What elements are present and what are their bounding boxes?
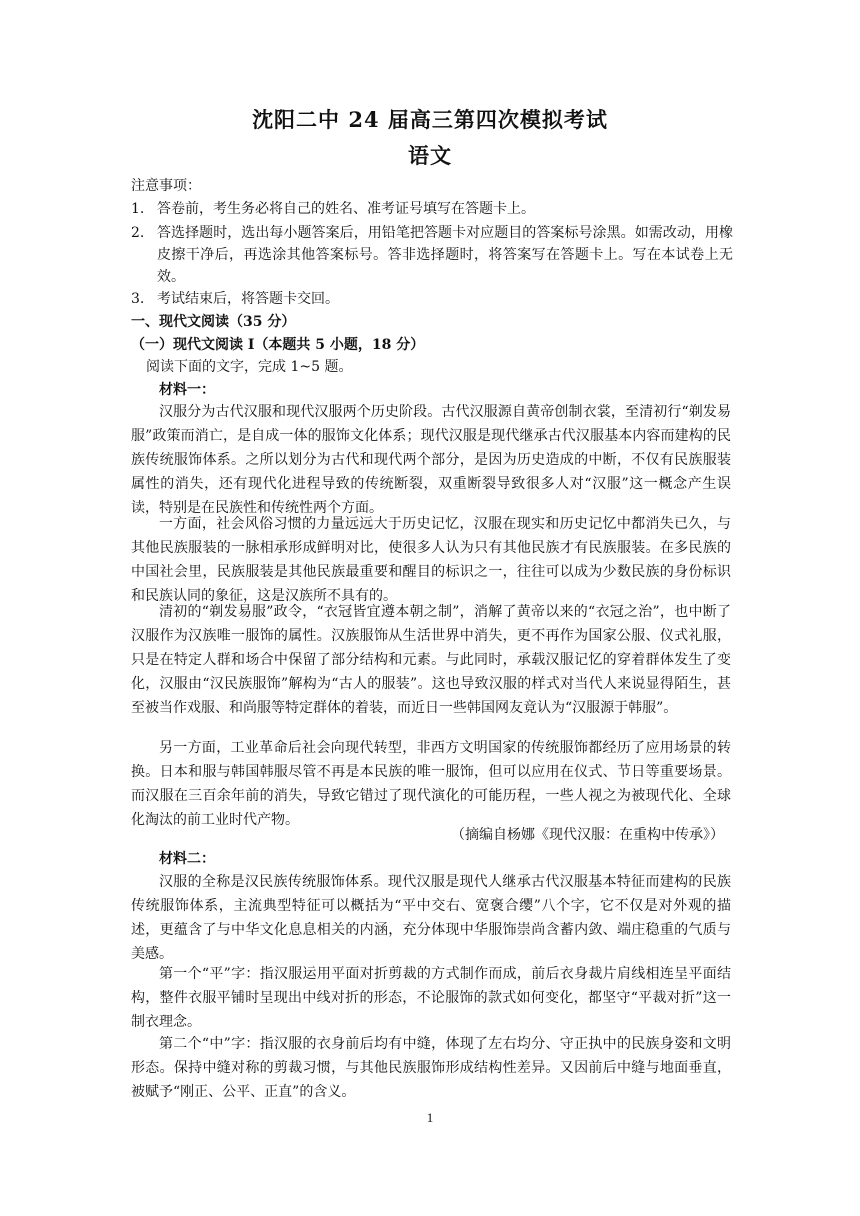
page-number: 1 xyxy=(426,1110,434,1125)
section-heading: 一、现代文阅读（35 分） xyxy=(131,314,296,330)
notice-item xyxy=(131,288,733,310)
notice-heading: 注意事项： xyxy=(131,178,201,194)
material-two-paragraph: 第二个“中”字：指汉服的衣身前后均有中缝，体现了左右均分、守正执中的民族身姿和文明形态。保持中缝对称的剪裁习惯，与其他民族服饰形成结构性差异。又因前后中缝与地面垂直，被赋予“刚正、公平、正直”的含义。 xyxy=(131,1036,731,1100)
notice-item-text: 考试结束后，将答题卡交回。 xyxy=(157,291,339,307)
material-one-heading: 材料一： xyxy=(159,382,215,398)
notice-item-text: 答选择题时，选出每小题答案后，用铅笔把答题卡对应题目的答案标号涂黑。如需改动，用橡皮擦干净后，再选涂其他答案标号。答非选择题时，将答案写在答题卡上。写在本试卷上无效。 xyxy=(157,225,733,285)
subject-title: 语文 xyxy=(408,143,452,168)
section-subheading: （一）现代文阅读 I（本题共 5 小题，18 分） xyxy=(131,337,425,353)
material-one-paragraph: 清初的“剃发易服”政令，“衣冠皆宜遵本朝之制”，消解了黄帝以来的“衣冠之治”，也中断了汉服作为汉族唯一服饰的属性。汉族服饰从生活世界中消失，更不再作为国家公服、仪式礼服，只是在特定人群和场合中保留了部分结构和元素。与此同时，承载汉服记忆的穿着群体发生了变化，汉服由“汉民族服饰”解构为“古人的服装”。这也导致汉服的样式对当代人来说显得陌生，甚至被当作戏服、和尚服等特定群体的着装，而近日一些韩国网友竟认为“汉服源于韩服”。 xyxy=(131,604,731,716)
notice-item xyxy=(131,198,733,220)
notice-item xyxy=(131,222,733,288)
reading-instruction: 阅读下面的文字，完成 1~5 题。 xyxy=(146,359,353,375)
material-two-paragraph: 汉服的全称是汉民族传统服饰体系。现代汉服是现代人继承古代汉服基本特征而建构的民族传统服饰体系，主流典型特征可以概括为“平中交右、宽褒合缨”八个字，它不仅是对外观的描述，更蕴含了与中华文化息息相关的内涵，充分体现中华服饰崇尚含蓄内敛、端庄稳重的气质与美感。 xyxy=(131,874,731,962)
material-one-paragraph: 汉服分为古代汉服和现代汉服两个历史阶段。古代汉服源自黄帝创制衣裳，至清初行“剃发易服”政策而消亡，是自成一体的服饰文化体系；现代汉服是现代继承古代汉服基本内容而建构的民族传统服饰体系。之所以划分为古代和现代两个部分，是因为历史造成的中断，不仅有民族服装属性的消失，还有现代化进程导致的传统断裂，双重断裂导致很多人对“汉服”这一概念产生误读，特别是在民族性和传统性两个方面。 xyxy=(131,404,731,516)
material-one-source: （摘编自杨娜《现代汉服：在重构中传承》） xyxy=(451,827,724,843)
material-one-paragraph: 另一方面，工业革命后社会向现代转型，非西方文明国家的传统服饰都经历了应用场景的转换。日本和服与韩国韩服尽管不再是本民族的唯一服饰，但可以应用在仪式、节日等重要场景。而汉服在三百余年前的消失，导致它错过了现代演化的可能历程，一些人视之为被现代化、全球化淘汰的前工业时代产物。 xyxy=(131,740,731,828)
exam-title: 沈阳二中 24 届高三第四次模拟考试 xyxy=(252,107,608,132)
notice-item-number: 1. xyxy=(131,201,145,217)
notice-item-number: 2. xyxy=(131,225,145,241)
material-one-paragraph: 一方面，社会风俗习惯的力量远远大于历史记忆，汉服在现实和历史记忆中都消失已久，与其他民族服装的一脉相承形成鲜明对比，使很多人认为只有其他民族才有民族服装。在多民族的中国社会里，民族服装是其他民族最重要和醒目的标识之一，往往可以成为少数民族的身份标识和民族认同的象征，这是汉族所不具有的。 xyxy=(131,516,731,604)
notice-item-text: 答卷前，考生务必将自己的姓名、准考证号填写在答题卡上。 xyxy=(157,201,535,217)
material-two-heading: 材料二： xyxy=(159,851,215,867)
notice-item-number: 3. xyxy=(131,291,145,307)
material-two-paragraph: 第一个“平”字：指汉服运用平面对折剪裁的方式制作而成，前后衣身裁片肩线相连呈平面结构，整件衣服平铺时呈现出中线对折的形态，不论服饰的款式如何变化，都坚守“平裁对折”这一制衣理念。 xyxy=(131,966,731,1030)
